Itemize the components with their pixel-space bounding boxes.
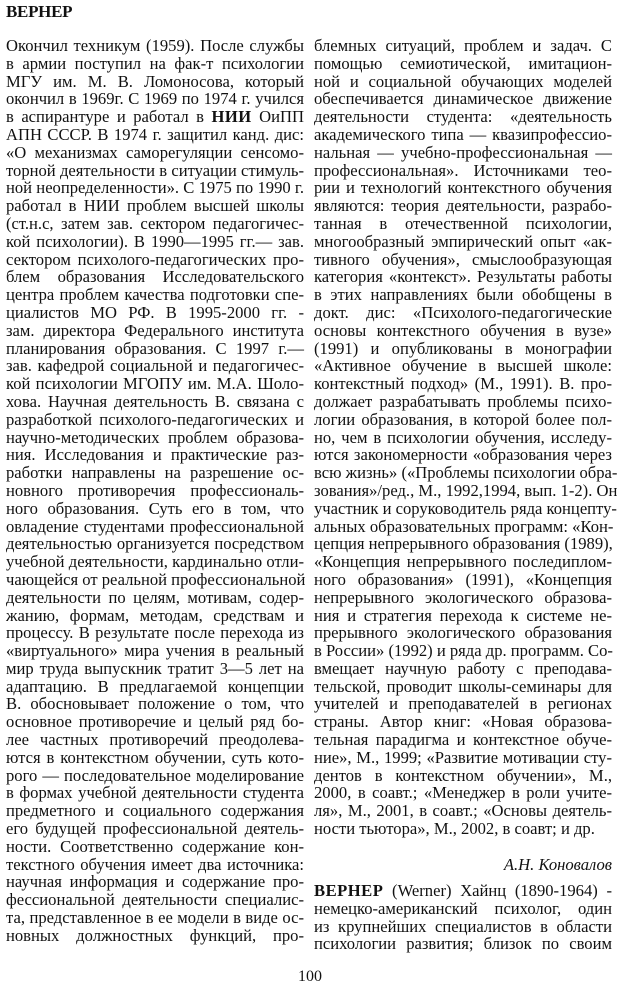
text-line: обеспечивается динамическое движение — [314, 89, 612, 109]
text-line: ности. Соответственно содержание кон- — [6, 836, 304, 856]
text-line: работки направлены на разрешение ос- — [6, 463, 304, 483]
text-line: тельная парадигма и контекстное обуче- — [314, 730, 612, 750]
text-line: в армии поступил на фак-т психологии — [6, 53, 304, 73]
author-signature: А.Н. Коновалов — [503, 855, 612, 874]
text-line: «О механизмах саморегуляции сенсомо- — [6, 142, 304, 162]
text-line: основы контекстного обучения в вузе» — [314, 320, 612, 340]
text-line: циалистов МО РФ. В 1995-2000 гг. - — [6, 302, 304, 322]
text-line: учебной деятельности, кардинально отли- — [6, 552, 304, 572]
text-line: ются закономерности «образования через — [314, 445, 612, 465]
text-line: в формах учебной деятельности студента — [6, 783, 304, 803]
text-line: тивного обучения», смыслообразующая — [314, 249, 612, 269]
text-line: ля», М., 2001, в соавт.; «Основы деятель- — [314, 801, 612, 821]
text-line: хова. Научная деятельность В. связана с — [6, 391, 304, 411]
text-line: рии и технологий контекстного обучения — [314, 178, 612, 198]
text-line: «Концепция непрерывного последиплом- — [314, 552, 612, 572]
text-line: новных должностных функций, про- — [6, 925, 304, 945]
text-line: деятельности по целям, мотивам, содер- — [6, 587, 304, 607]
text-line: в России» (1992) и ряда др. программ. Со- — [314, 641, 613, 661]
text-line: профессиональная». Источниками тео- — [314, 160, 612, 180]
text-line: но, чем в психологии обучения, исследу- — [314, 427, 612, 447]
text-line: тельской, проводит школы-семинары для — [314, 676, 612, 696]
bold-term: НИИ — [211, 107, 252, 127]
text-line: научно-методических проблем образова- — [6, 427, 304, 447]
text-line: контекстный подход» (М., 1991). В. про- — [314, 374, 612, 394]
text-line: фессиональной деятельности специалис- — [6, 890, 304, 910]
text-line: психологии развития; близок по своим — [314, 934, 612, 954]
text-line: АПН СССР. В 1974 г. защитил канд. дис: — [6, 124, 304, 144]
text-line: кой психологии). В 1990—1995 гг.— зав. — [6, 231, 304, 251]
text-line: немецко-американский психолог, один — [314, 898, 612, 918]
text-line: из крупнейших специалистов в области — [314, 916, 612, 936]
text-line: его будущей профессиональной деятель- — [6, 819, 304, 839]
text-line: мир труда выпускник тратит 3—5 лет на — [6, 658, 304, 678]
text-line: чающейся от реальной профессиональной — [6, 569, 306, 589]
page-number: 100 — [298, 968, 322, 985]
text-line: окончил в 1969г. С 1969 по 1974 г. учился — [6, 89, 304, 109]
text-line: рого — последовательное моделирование — [6, 765, 304, 785]
text-line: академического типа — квазипрофессио- — [314, 124, 612, 144]
text-line: альных образовательных программ: «Кон- — [314, 516, 614, 536]
text-line: текстного обучения имеет два источника: — [6, 854, 304, 874]
bold-term: ВЕРНЕР — [314, 881, 384, 900]
text-line: зав. кафедрой социальной и педагогичес- — [6, 356, 304, 376]
text-line: кой психологии МГОПУ им. М.А. Шоло- — [6, 374, 304, 394]
text-line: ния и стратегия перехода к системе не- — [314, 605, 612, 625]
text-line: жанию, формам, методам, средствам и — [6, 605, 304, 625]
text-line: та, представленное в ее модели в виде ос- — [6, 908, 304, 928]
text-segment: в аспирантуре и работал в — [6, 107, 212, 127]
text-line: страны. Автор книг: «Новая образова- — [314, 712, 612, 732]
text-line: Окончил техникум (1959). После службы — [6, 36, 304, 55]
text-line: ной неопределенности». С 1975 по 1990 г. — [6, 178, 304, 198]
text-line: ного образования. Суть его в том, что — [6, 498, 304, 518]
text-line: блемных ситуаций, проблем и задач. С — [314, 36, 612, 55]
text-line: являются: теория деятельности, разрабо- — [314, 196, 612, 216]
text-line: ние», М., 1999; «Развитие мотивации сту- — [314, 747, 612, 767]
right-column — [314, 36, 618, 839]
text-line: 2000, в соавт.; «Менеджер в роли учите- — [314, 783, 612, 803]
next-entry — [314, 882, 612, 953]
text-line — [6, 108, 304, 126]
text-line: категория «контекст». Результаты работы — [314, 267, 612, 287]
text-line: центра проблем качества подготовки спе- — [6, 285, 304, 305]
text-line: деятельностью организуется посредством — [6, 534, 304, 554]
text-line: планирования образования. С 1997 г.— — [6, 338, 304, 358]
text-line: должает разрабатывать проблемы психо- — [314, 391, 612, 411]
text-line: торной деятельности в ситуации стимуль- — [6, 160, 304, 180]
running-head: ВЕРНЕР — [6, 2, 73, 21]
text-line: прерывного экологического образования — [314, 623, 612, 643]
text-line: процессу. В результате после перехода из — [6, 623, 304, 643]
text-segment: ОиПП — [251, 107, 305, 127]
text-line: «виртуального» мира учения в реальный — [6, 641, 304, 661]
text-line: ются в контекстном обучении, суть кото- — [6, 747, 304, 767]
text-line: всю жизнь» («Проблемы психологии обра- — [314, 463, 618, 483]
text-line: предметного и социального содержания — [6, 801, 304, 821]
text-line: многообразный эмпирический опыт «ак- — [314, 231, 612, 251]
text-line: помощью семиотической, имитацион- — [314, 53, 612, 73]
text-line: МГУ им. М. В. Ломоносова, который — [6, 71, 304, 91]
left-column — [6, 37, 304, 945]
text-line: дентов в контекстном обучении», М., — [314, 765, 612, 785]
text-line: ности тьютора», М., 2002, в соавт; и др. — [314, 819, 595, 839]
text-line: (ст.н.с, затем зав. сектором педагогичес- — [6, 213, 304, 233]
text-line: лее частных противоречий преодолева- — [6, 730, 304, 750]
text-line: ного образования» (1991), «Концепция — [314, 569, 612, 589]
text-line: (1991) и опубликованы в монографии — [314, 338, 612, 358]
text-line: танная в отечественной психологии, — [314, 213, 612, 233]
text-line — [314, 882, 612, 900]
text-line: непрерывного экологического образова- — [314, 587, 612, 607]
text-line: ния. Исследования и практические раз- — [6, 445, 304, 465]
text-line: «Активное обучение в высшей школе: — [314, 356, 612, 376]
text-line: новного противоречия профессиональ- — [6, 480, 304, 500]
text-segment: (Werner) Хайнц (1890-1964) - — [383, 881, 612, 900]
text-line: В. обосновывает положение о том, что — [6, 694, 304, 714]
text-line: разработкой психолого-педагогических и — [6, 409, 304, 429]
text-line: овладение студентами профессиональной — [6, 516, 304, 536]
text-line: основное противоречие и целый ряд бо- — [6, 712, 304, 732]
text-line: работал в НИИ проблем высшей школы — [6, 196, 304, 216]
text-line: участник и соруководитель ряда концепту- — [314, 498, 617, 518]
text-line: логии образования, в которой более пол- — [314, 409, 612, 429]
text-line: деятельности студента: «деятельность — [314, 107, 612, 127]
text-line: ной и социальной обучающих моделей — [314, 71, 612, 91]
text-line: научная информация и содержание про- — [6, 872, 304, 892]
text-line: зам. директора Федерального института — [6, 320, 304, 340]
text-line: блем образования Исследовательского — [6, 267, 304, 287]
text-line: зования»/ред., М., 1992,1994, вып. 1-2). Он — [314, 480, 618, 500]
text-line: нальная — учебно-профессиональная — — [314, 142, 612, 162]
text-line: в этих направлениях были обобщены в — [314, 285, 612, 305]
text-line: учителей и преподавателей в регионах — [314, 694, 612, 714]
text-line: цепция непрерывного образования (1989), — [314, 534, 613, 554]
text-line: вмещает научную работу с преподава- — [314, 658, 612, 678]
text-line: адаптацию. В предлагаемой концепции — [6, 676, 304, 696]
text-line: докт. дис: «Психолого-педагогические — [314, 302, 612, 322]
text-line: сектором психолого-педагогических про- — [6, 249, 304, 269]
